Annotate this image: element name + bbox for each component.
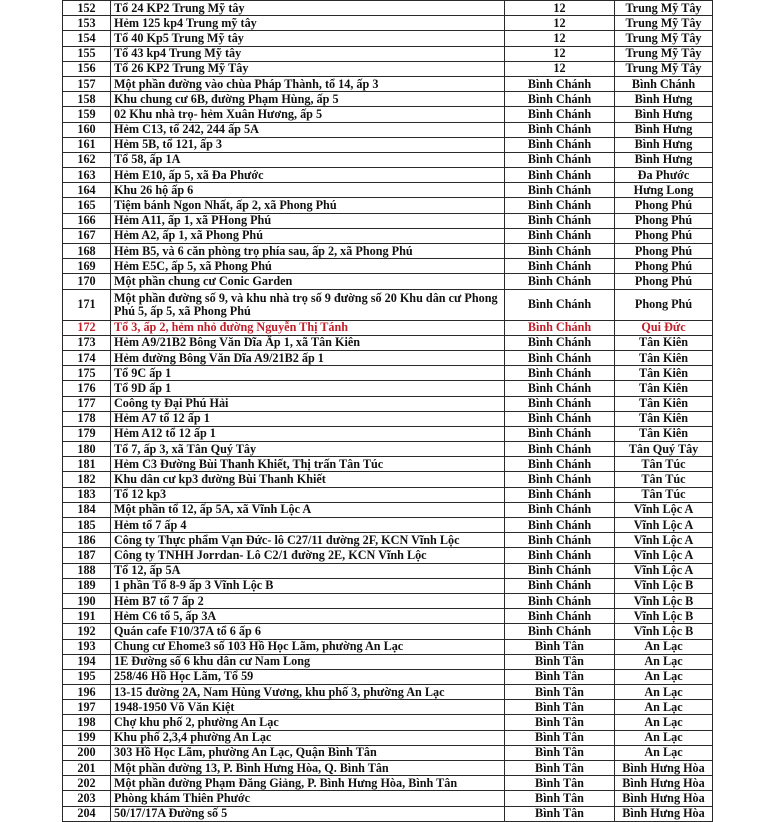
- row-number-cell: 198: [63, 715, 111, 730]
- district-cell: Bình Chánh: [505, 259, 615, 274]
- ward-cell: Tân Túc: [615, 472, 713, 487]
- district-cell: Bình Chánh: [505, 624, 615, 639]
- table-row: [63, 776, 713, 791]
- row-number-cell: 186: [63, 533, 111, 548]
- table-row: [63, 730, 713, 745]
- address-cell: Hẻm 125 kp4 Trung mỹ tây: [111, 16, 505, 31]
- district-cell: Bình Tân: [505, 806, 615, 821]
- table-row: [63, 31, 713, 46]
- ward-cell: Tân Kiên: [615, 381, 713, 396]
- address-cell: Tổ 7, ấp 3, xã Tân Quý Tây: [111, 442, 505, 457]
- table-row: [63, 122, 713, 137]
- ward-cell: Vĩnh Lộc B: [615, 624, 713, 639]
- address-cell: Hẻm C3 Đường Bùi Thanh Khiết, Thị trấn Tân Túc: [111, 457, 505, 472]
- address-cell: Tổ 43 kp4 Trung Mỹ tây: [111, 46, 505, 61]
- table-row: [63, 487, 713, 502]
- table-row: [63, 518, 713, 533]
- ward-cell: Trung Mỹ Tây: [615, 31, 713, 46]
- row-number-cell: 174: [63, 350, 111, 365]
- row-number-cell: 183: [63, 487, 111, 502]
- district-cell: Bình Tân: [505, 685, 615, 700]
- district-cell: Bình Chánh: [505, 213, 615, 228]
- district-cell: Bình Chánh: [505, 426, 615, 441]
- address-cell: Hẻm B7 tổ 7 ấp 2: [111, 593, 505, 608]
- address-cell: Tổ 24 KP2 Trung Mỹ tây: [111, 1, 505, 16]
- ward-cell: Vĩnh Lộc A: [615, 563, 713, 578]
- address-cell: Hẻm đường Bông Văn Dĩa A9/21B2 ấp 1: [111, 350, 505, 365]
- district-cell: Bình Tân: [505, 761, 615, 776]
- district-cell: Bình Chánh: [505, 502, 615, 517]
- ward-cell: Phong Phú: [615, 198, 713, 213]
- ward-cell: Phong Phú: [615, 228, 713, 243]
- row-number-cell: 199: [63, 730, 111, 745]
- row-number-cell: 190: [63, 593, 111, 608]
- table-row: [63, 639, 713, 654]
- address-cell: 1 phần Tổ 8-9 ấp 3 Vĩnh Lộc B: [111, 578, 505, 593]
- address-cell: Công ty Thực phẩm Vạn Đức- lô C27/11 đường 2F, KCN Vĩnh Lộc: [111, 533, 505, 548]
- row-number-cell: 202: [63, 776, 111, 791]
- ward-cell: Phong Phú: [615, 259, 713, 274]
- table-body: [63, 1, 713, 822]
- row-number-cell: 194: [63, 654, 111, 669]
- table-row: [63, 183, 713, 198]
- address-cell: Khu dân cư kp3 đường Bùi Thanh Khiết: [111, 472, 505, 487]
- address-cell: Chợ khu phố 2, phường An Lạc: [111, 715, 505, 730]
- table-row: [63, 366, 713, 381]
- ward-cell: Tân Kiên: [615, 426, 713, 441]
- ward-cell: Tân Túc: [615, 457, 713, 472]
- ward-cell: An Lạc: [615, 685, 713, 700]
- district-cell: 12: [505, 46, 615, 61]
- table-row: [63, 228, 713, 243]
- row-number-cell: 165: [63, 198, 111, 213]
- row-number-cell: 163: [63, 168, 111, 183]
- district-cell: Bình Chánh: [505, 609, 615, 624]
- table-row: [63, 624, 713, 639]
- district-cell: Bình Chánh: [505, 335, 615, 350]
- row-number-cell: 168: [63, 244, 111, 259]
- address-cell: Hẻm tổ 7 ấp 4: [111, 518, 505, 533]
- table-row: [63, 168, 713, 183]
- table-row: [63, 198, 713, 213]
- ward-cell: Tân Kiên: [615, 335, 713, 350]
- ward-cell: Trung Mỹ Tây: [615, 61, 713, 76]
- table-row: [63, 563, 713, 578]
- address-cell: Tổ 9D ấp 1: [111, 381, 505, 396]
- address-cell: Phòng khám Thiên Phước: [111, 791, 505, 806]
- ward-cell: Vĩnh Lộc B: [615, 609, 713, 624]
- table-row: [63, 1, 713, 16]
- ward-cell: Bình Hưng Hòa: [615, 776, 713, 791]
- address-cell: Một phần đường vào chùa Pháp Thành, tổ 14, ấp 3: [111, 76, 505, 91]
- ward-cell: An Lạc: [615, 639, 713, 654]
- row-number-cell: 197: [63, 700, 111, 715]
- address-cell: Hẻm A9/21B2 Bông Văn Dĩa Ấp 1, xã Tân Kiên: [111, 335, 505, 350]
- table-row: [63, 46, 713, 61]
- ward-cell: Tân Kiên: [615, 396, 713, 411]
- address-cell: Công ty TNHH Jorrdan- Lô C2/1 đường 2E, KCN Vĩnh Lộc: [111, 548, 505, 563]
- address-cell: Tổ 58, ấp 1A: [111, 152, 505, 167]
- ward-cell: Tân Kiên: [615, 411, 713, 426]
- ward-cell: Phong Phú: [615, 244, 713, 259]
- table-row: [63, 92, 713, 107]
- district-cell: Bình Chánh: [505, 198, 615, 213]
- district-cell: Bình Chánh: [505, 92, 615, 107]
- table-row: [63, 715, 713, 730]
- address-cell: Quán cafe F10/37A tổ 6 ấp 6: [111, 624, 505, 639]
- table-row: [63, 472, 713, 487]
- district-cell: Bình Chánh: [505, 548, 615, 563]
- district-cell: Bình Chánh: [505, 578, 615, 593]
- ward-cell: Vĩnh Lộc B: [615, 593, 713, 608]
- lockdown-locations-table: [62, 0, 713, 822]
- district-cell: Bình Chánh: [505, 244, 615, 259]
- row-number-cell: 184: [63, 502, 111, 517]
- district-cell: Bình Tân: [505, 745, 615, 760]
- row-number-cell: 157: [63, 76, 111, 91]
- table-row: [63, 533, 713, 548]
- district-cell: Bình Chánh: [505, 137, 615, 152]
- address-cell: Tổ 3, ấp 2, hẻm nhỏ đường Nguyễn Thị Tánh: [111, 320, 505, 335]
- table-row: [63, 548, 713, 563]
- address-cell: Tổ 26 KP2 Trung Mỹ Tây: [111, 61, 505, 76]
- ward-cell: Vĩnh Lộc A: [615, 533, 713, 548]
- address-cell: 1948-1950 Võ Văn Kiệt: [111, 700, 505, 715]
- row-number-cell: 200: [63, 745, 111, 760]
- address-cell: Hẻm B5, và 6 căn phòng trọ phía sau, ấp 2, xã Phong Phú: [111, 244, 505, 259]
- row-number-cell: 178: [63, 411, 111, 426]
- ward-cell: Bình Hưng Hòa: [615, 761, 713, 776]
- table-row: [63, 593, 713, 608]
- row-number-cell: 155: [63, 46, 111, 61]
- table-row: [63, 411, 713, 426]
- row-number-cell: 175: [63, 366, 111, 381]
- address-cell: Khu 26 hộ ấp 6: [111, 183, 505, 198]
- table-row: [63, 669, 713, 684]
- row-number-cell: 167: [63, 228, 111, 243]
- district-cell: Bình Tân: [505, 791, 615, 806]
- table-row: [63, 396, 713, 411]
- address-cell: Hẻm E10, ấp 5, xã Đa Phước: [111, 168, 505, 183]
- row-number-cell: 173: [63, 335, 111, 350]
- address-cell: Hẻm A7 tổ 12 ấp 1: [111, 411, 505, 426]
- address-cell: 13-15 đường 2A, Nam Hùng Vương, khu phố 3, phường An Lạc: [111, 685, 505, 700]
- row-number-cell: 170: [63, 274, 111, 289]
- table-row: [63, 16, 713, 31]
- ward-cell: An Lạc: [615, 730, 713, 745]
- ward-cell: An Lạc: [615, 654, 713, 669]
- district-cell: Bình Chánh: [505, 396, 615, 411]
- address-cell: 02 Khu nhà trọ- hẻm Xuân Hương, ấp 5: [111, 107, 505, 122]
- row-number-cell: 177: [63, 396, 111, 411]
- table-row: [63, 289, 713, 320]
- table-row: [63, 502, 713, 517]
- row-number-cell: 195: [63, 669, 111, 684]
- row-number-cell: 187: [63, 548, 111, 563]
- row-number-cell: 161: [63, 137, 111, 152]
- row-number-cell: 159: [63, 107, 111, 122]
- row-number-cell: 179: [63, 426, 111, 441]
- district-cell: Bình Chánh: [505, 381, 615, 396]
- address-cell: Một phần đường Phạm Đăng Giảng, P. Bình Hưng Hòa, Bình Tân: [111, 776, 505, 791]
- row-number-cell: 193: [63, 639, 111, 654]
- address-cell: 303 Hồ Học Lãm, phường An Lạc, Quận Bình Tân: [111, 745, 505, 760]
- ward-cell: Bình Hưng: [615, 92, 713, 107]
- table-row: [63, 381, 713, 396]
- ward-cell: Tân Quý Tây: [615, 442, 713, 457]
- ward-cell: Bình Chánh: [615, 76, 713, 91]
- district-cell: Bình Chánh: [505, 107, 615, 122]
- row-number-cell: 158: [63, 92, 111, 107]
- row-number-cell: 171: [63, 289, 111, 320]
- address-cell: Hẻm E5C, ấp 5, xã Phong Phú: [111, 259, 505, 274]
- ward-cell: Đa Phước: [615, 168, 713, 183]
- row-number-cell: 188: [63, 563, 111, 578]
- ward-cell: An Lạc: [615, 669, 713, 684]
- address-cell: Một phần đường số 9, và khu nhà trọ số 9 đường số 20 Khu dân cư Phong Phú 5, ấp 5, xã Phong Phú: [111, 289, 505, 320]
- table-row: [63, 107, 713, 122]
- row-number-cell: 196: [63, 685, 111, 700]
- row-number-cell: 181: [63, 457, 111, 472]
- address-cell: Tổ 12, ấp 5A: [111, 563, 505, 578]
- row-number-cell: 156: [63, 61, 111, 76]
- address-cell: Hẻm 5B, tổ 121, ấp 3: [111, 137, 505, 152]
- district-cell: Bình Chánh: [505, 457, 615, 472]
- row-number-cell: 153: [63, 16, 111, 31]
- row-number-cell: 160: [63, 122, 111, 137]
- table-row: [63, 609, 713, 624]
- district-cell: Bình Chánh: [505, 183, 615, 198]
- table-row: [63, 76, 713, 91]
- ward-cell: Hưng Long: [615, 183, 713, 198]
- district-cell: Bình Tân: [505, 700, 615, 715]
- district-cell: Bình Tân: [505, 639, 615, 654]
- address-cell: 50/17/17A Đường số 5: [111, 806, 505, 821]
- ward-cell: Trung Mỹ Tây: [615, 1, 713, 16]
- ward-cell: Tân Kiên: [615, 350, 713, 365]
- row-number-cell: 192: [63, 624, 111, 639]
- row-number-cell: 185: [63, 518, 111, 533]
- address-cell: Một phần tổ 12, ấp 5A, xã Vĩnh Lộc A: [111, 502, 505, 517]
- row-number-cell: 182: [63, 472, 111, 487]
- row-number-cell: 154: [63, 31, 111, 46]
- ward-cell: Bình Hưng: [615, 107, 713, 122]
- address-cell: Tổ 40 Kp5 Trung Mỹ tây: [111, 31, 505, 46]
- district-cell: Bình Chánh: [505, 472, 615, 487]
- ward-cell: Bình Hưng Hòa: [615, 791, 713, 806]
- row-number-cell: 189: [63, 578, 111, 593]
- district-cell: Bình Chánh: [505, 274, 615, 289]
- table-row: [63, 335, 713, 350]
- row-number-cell: 180: [63, 442, 111, 457]
- table-row: [63, 761, 713, 776]
- address-cell: Hẻm C13, tổ 242, 244 ấp 5A: [111, 122, 505, 137]
- address-cell: Một phần chung cư Conic Garden: [111, 274, 505, 289]
- row-number-cell: 152: [63, 1, 111, 16]
- ward-cell: An Lạc: [615, 700, 713, 715]
- district-cell: Bình Tân: [505, 669, 615, 684]
- table-row: [63, 700, 713, 715]
- ward-cell: Bình Hưng: [615, 122, 713, 137]
- table-row: [63, 320, 713, 335]
- row-number-cell: 169: [63, 259, 111, 274]
- district-cell: Bình Chánh: [505, 76, 615, 91]
- address-cell: 1E Đường số 6 khu dân cư Nam Long: [111, 654, 505, 669]
- row-number-cell: 162: [63, 152, 111, 167]
- ward-cell: Bình Hưng: [615, 152, 713, 167]
- address-cell: Khu phố 2,3,4 phường An Lạc: [111, 730, 505, 745]
- table-row: [63, 244, 713, 259]
- district-cell: Bình Chánh: [505, 320, 615, 335]
- table-row: [63, 274, 713, 289]
- table-row: [63, 137, 713, 152]
- ward-cell: Bình Hưng Hòa: [615, 806, 713, 821]
- row-number-cell: 176: [63, 381, 111, 396]
- district-cell: Bình Chánh: [505, 593, 615, 608]
- ward-cell: An Lạc: [615, 745, 713, 760]
- table-row: [63, 350, 713, 365]
- address-cell: Hẻm A12 tổ 12 ấp 1: [111, 426, 505, 441]
- district-cell: Bình Tân: [505, 776, 615, 791]
- address-cell: Coông ty Đại Phú Hải: [111, 396, 505, 411]
- table-row: [63, 806, 713, 821]
- row-number-cell: 201: [63, 761, 111, 776]
- row-number-cell: 164: [63, 183, 111, 198]
- district-cell: Bình Chánh: [505, 411, 615, 426]
- address-cell: Tổ 12 kp3: [111, 487, 505, 502]
- table-row: [63, 442, 713, 457]
- table-row: [63, 791, 713, 806]
- ward-cell: Qui Đức: [615, 320, 713, 335]
- district-cell: Bình Chánh: [505, 533, 615, 548]
- district-cell: Bình Chánh: [505, 487, 615, 502]
- table-row: [63, 578, 713, 593]
- district-cell: Bình Chánh: [505, 228, 615, 243]
- table-row: [63, 259, 713, 274]
- district-cell: Bình Chánh: [505, 122, 615, 137]
- row-number-cell: 166: [63, 213, 111, 228]
- ward-cell: Vĩnh Lộc A: [615, 502, 713, 517]
- district-cell: Bình Chánh: [505, 518, 615, 533]
- row-number-cell: 191: [63, 609, 111, 624]
- district-cell: Bình Chánh: [505, 366, 615, 381]
- address-cell: Hẻm C6 tổ 5, ấp 3A: [111, 609, 505, 624]
- ward-cell: Phong Phú: [615, 274, 713, 289]
- ward-cell: Vĩnh Lộc A: [615, 548, 713, 563]
- table-row: [63, 213, 713, 228]
- ward-cell: Phong Phú: [615, 289, 713, 320]
- address-cell: 258/46 Hồ Học Lãm, Tổ 59: [111, 669, 505, 684]
- district-cell: Bình Chánh: [505, 563, 615, 578]
- table-row: [63, 457, 713, 472]
- row-number-cell: 203: [63, 791, 111, 806]
- table-row: [63, 426, 713, 441]
- district-cell: Bình Tân: [505, 730, 615, 745]
- ward-cell: Trung Mỹ Tây: [615, 16, 713, 31]
- row-number-cell: 204: [63, 806, 111, 821]
- ward-cell: Bình Hưng: [615, 137, 713, 152]
- table-row: [63, 152, 713, 167]
- table-row: [63, 685, 713, 700]
- district-cell: Bình Chánh: [505, 289, 615, 320]
- district-cell: 12: [505, 61, 615, 76]
- district-cell: Bình Chánh: [505, 168, 615, 183]
- table-row: [63, 654, 713, 669]
- ward-cell: Trung Mỹ Tây: [615, 46, 713, 61]
- table-row: [63, 745, 713, 760]
- district-cell: 12: [505, 1, 615, 16]
- district-cell: Bình Chánh: [505, 152, 615, 167]
- address-cell: Tiệm bánh Ngon Nhất, ấp 2, xã Phong Phú: [111, 198, 505, 213]
- address-cell: Hẻm A2, ấp 1, xã Phong Phú: [111, 228, 505, 243]
- district-cell: Bình Tân: [505, 654, 615, 669]
- address-cell: Chung cư Ehome3 số 103 Hồ Học Lãm, phường An Lạc: [111, 639, 505, 654]
- ward-cell: Vĩnh Lộc B: [615, 578, 713, 593]
- address-cell: Một phần đường 13, P. Bình Hưng Hòa, Q. Bình Tân: [111, 761, 505, 776]
- row-number-cell: 172: [63, 320, 111, 335]
- district-cell: 12: [505, 16, 615, 31]
- district-cell: Bình Tân: [505, 715, 615, 730]
- district-cell: Bình Chánh: [505, 442, 615, 457]
- district-cell: Bình Chánh: [505, 350, 615, 365]
- ward-cell: Tân Túc: [615, 487, 713, 502]
- table-row: [63, 61, 713, 76]
- district-cell: 12: [505, 31, 615, 46]
- ward-cell: An Lạc: [615, 715, 713, 730]
- ward-cell: Phong Phú: [615, 213, 713, 228]
- ward-cell: Tân Kiên: [615, 366, 713, 381]
- address-cell: Khu chung cư 6B, đường Phạm Hùng, ấp 5: [111, 92, 505, 107]
- address-cell: Hẻm A11, ấp 1, xã PHong Phú: [111, 213, 505, 228]
- address-cell: Tổ 9C ấp 1: [111, 366, 505, 381]
- ward-cell: Vĩnh Lộc A: [615, 518, 713, 533]
